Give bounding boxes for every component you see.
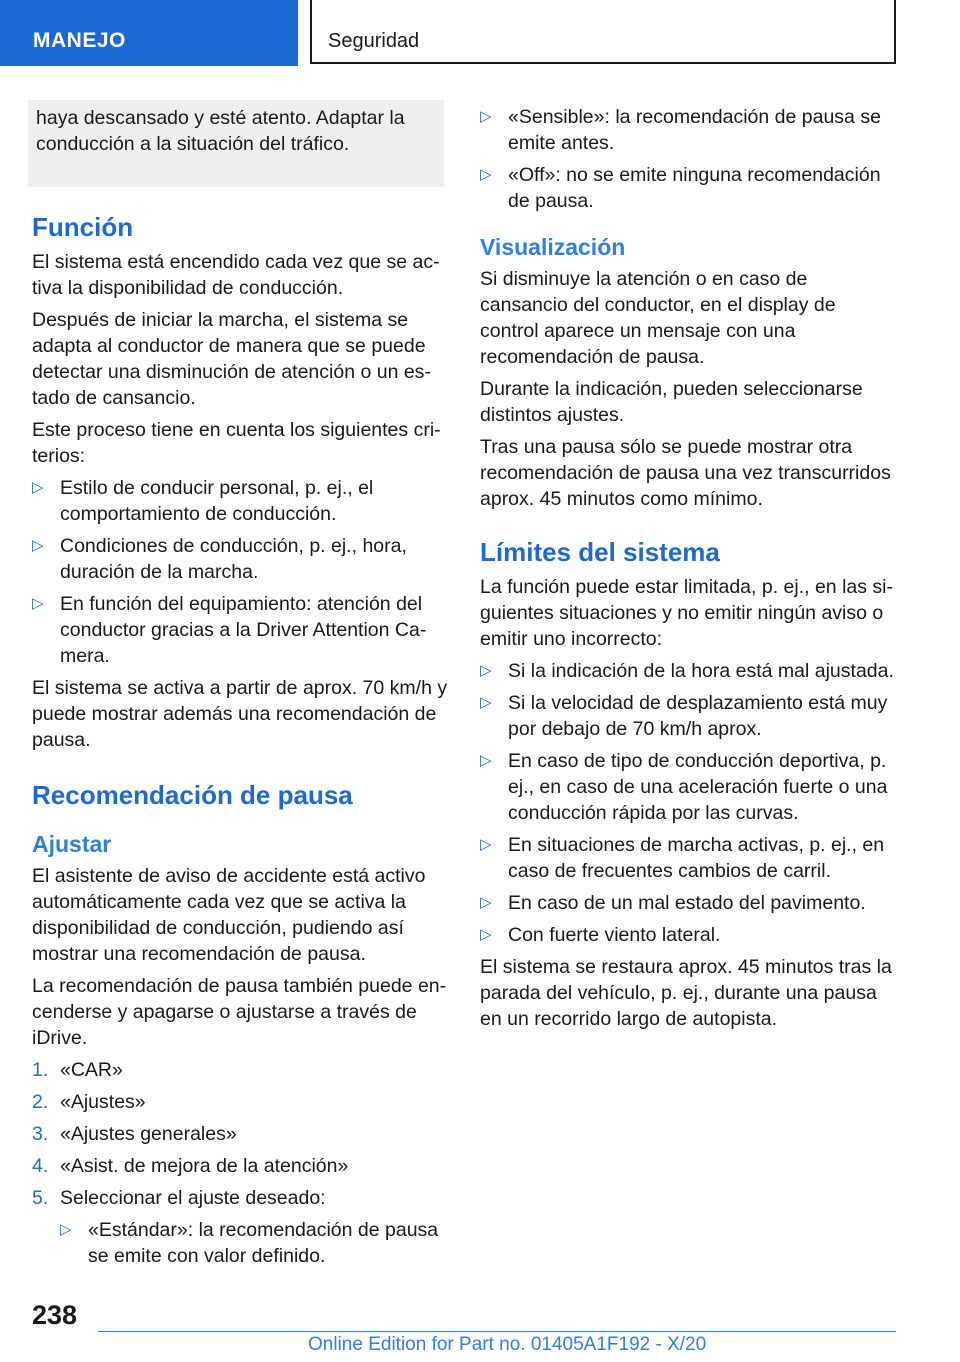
list-item: ▷ En situaciones de marcha activas, p. ej., en caso de frecuentes cambios de carril. bbox=[480, 834, 885, 882]
list-item: 5. Seleccionar el ajuste deseado: ▷ «Estándar»: la recomendación de pausa se emite con valor definido. bbox=[32, 1185, 448, 1269]
list-item: 1. «CAR» bbox=[32, 1059, 123, 1081]
step-number: 5. bbox=[32, 1187, 49, 1209]
triangle-bullet-icon: ▷ bbox=[60, 1221, 72, 1238]
paragraph: Tras una pausa sólo se puede mostrar otra recomendación de pausa una vez transcurridos aprox. 45 minutos como mínimo. bbox=[480, 436, 891, 510]
footer-divider bbox=[98, 1331, 896, 1332]
triangle-bullet-icon: ▷ bbox=[32, 595, 44, 612]
limits-list bbox=[480, 658, 898, 948]
step-number: 2. bbox=[32, 1091, 49, 1113]
heading-ajustar: Ajustar bbox=[32, 831, 112, 857]
heading-limites: Límites del sistema bbox=[480, 537, 720, 567]
list-item: ▷ En función del equipamiento: atención del conductor gracias a la Driver Attention Camera. bbox=[32, 593, 427, 667]
footer-edition: Online Edition for Part no. 01405A1F192 - X/20 bbox=[308, 1334, 707, 1355]
paragraph: El asistente de aviso de accidente está activo automáticamente cada vez que se activa la disponibilidad de conducción, pudiendo así mostrar una recomendación de pausa. bbox=[32, 865, 426, 965]
step-number: 4. bbox=[32, 1155, 49, 1177]
step-number: 3. bbox=[32, 1123, 49, 1145]
list-item: ▷ «Estándar»: la recomendación de pausa se emite con valor definido. bbox=[60, 1219, 439, 1267]
triangle-bullet-icon: ▷ bbox=[480, 894, 492, 911]
list-item: 3. «Ajustes generales» bbox=[32, 1123, 237, 1145]
criteria-list bbox=[32, 475, 448, 669]
list-item: ▷ Si la velocidad de desplazamiento está muy por debajo de 70 km/h aprox. bbox=[480, 692, 888, 740]
triangle-bullet-icon: ▷ bbox=[480, 836, 492, 853]
heading-funcion: Función bbox=[32, 212, 134, 242]
right-column bbox=[480, 100, 898, 1038]
triangle-bullet-icon: ▷ bbox=[480, 694, 492, 711]
sub-list bbox=[60, 1217, 448, 1269]
triangle-bullet-icon: ▷ bbox=[480, 166, 492, 183]
triangle-bullet-icon: ▷ bbox=[480, 926, 492, 943]
triangle-bullet-icon: ▷ bbox=[480, 752, 492, 769]
step-number: 1. bbox=[32, 1059, 49, 1081]
list-item: ▷ En caso de un mal estado del pavimento. bbox=[480, 892, 866, 914]
paragraph: Este proceso tiene en cuenta los siguientes criterios: bbox=[32, 419, 441, 467]
triangle-bullet-icon: ▷ bbox=[480, 108, 492, 125]
paragraph: La función puede estar limitada, p. ej., en las siguientes situaciones y no emitir ningún aviso o emitir uno incorrecto: bbox=[480, 576, 893, 650]
list-item: ▷ «Off»: no se emite ninguna recomendación de pausa. bbox=[480, 164, 881, 212]
list-item: ▷ «Sensible»: la recomendación de pausa se emite antes. bbox=[480, 106, 881, 154]
list-item: 4. «Asist. de mejora de la atención» bbox=[32, 1155, 349, 1177]
steps-list bbox=[32, 1057, 448, 1269]
list-item: ▷ Condiciones de conducción, p. ej., hora, duración de la marcha. bbox=[32, 535, 407, 583]
paragraph: El sistema está encendido cada vez que se activa la disponibilidad de conducción. bbox=[32, 251, 440, 299]
paragraph: Después de iniciar la marcha, el sistema se adapta al conductor de manera que se puede detectar una disminución de atención o un estado de cansancio. bbox=[32, 309, 431, 409]
page-number: 238 bbox=[32, 1300, 78, 1330]
paragraph: El sistema se restaura aprox. 45 minutos tras la parada del vehículo, p. ej., durante una pausa en un recorrido largo de autopista. bbox=[480, 956, 892, 1030]
chapter-tab: Seguridad bbox=[310, 0, 896, 64]
options-list bbox=[480, 104, 898, 214]
triangle-bullet-icon: ▷ bbox=[32, 537, 44, 554]
list-item: ▷ Si la indicación de la hora está mal ajustada. bbox=[480, 660, 894, 682]
note-box bbox=[28, 100, 444, 187]
paragraph: Durante la indicación, pueden seleccionarse distintos ajustes. bbox=[480, 378, 863, 426]
paragraph: El sistema se activa a partir de aprox. 70 km/h y puede mostrar además una recomendación de pausa. bbox=[32, 677, 448, 751]
list-item: ▷ Estilo de conducir personal, p. ej., el comportamiento de conducción. bbox=[32, 477, 374, 525]
paragraph: Si disminuye la atención o en caso de cansancio del conductor, en el display de control aparece un mensaje con una recomendación de pausa. bbox=[480, 268, 836, 368]
triangle-bullet-icon: ▷ bbox=[480, 662, 492, 679]
note-text: haya descansado y esté atento. Adaptar la conducción a la situación del tráfico. bbox=[36, 107, 405, 155]
paragraph: La recomendación de pausa también puede encenderse y apagarse o ajustarse a través de iDrive. bbox=[32, 975, 447, 1049]
heading-visualizacion: Visualización bbox=[480, 234, 626, 260]
left-column bbox=[32, 100, 448, 1275]
section-tab: MANEJO bbox=[0, 0, 298, 66]
heading-recomendacion-pausa: Recomendación de pausa bbox=[32, 780, 353, 810]
list-item: ▷ Con fuerte viento lateral. bbox=[480, 924, 721, 946]
triangle-bullet-icon: ▷ bbox=[32, 479, 44, 496]
list-item: 2. «Ajustes» bbox=[32, 1091, 146, 1113]
list-item: ▷ En caso de tipo de conducción deportiva, p. ej., en caso de una aceleración fuerte o una conducción rápida por las curvas. bbox=[480, 750, 888, 824]
page-header bbox=[0, 0, 960, 66]
